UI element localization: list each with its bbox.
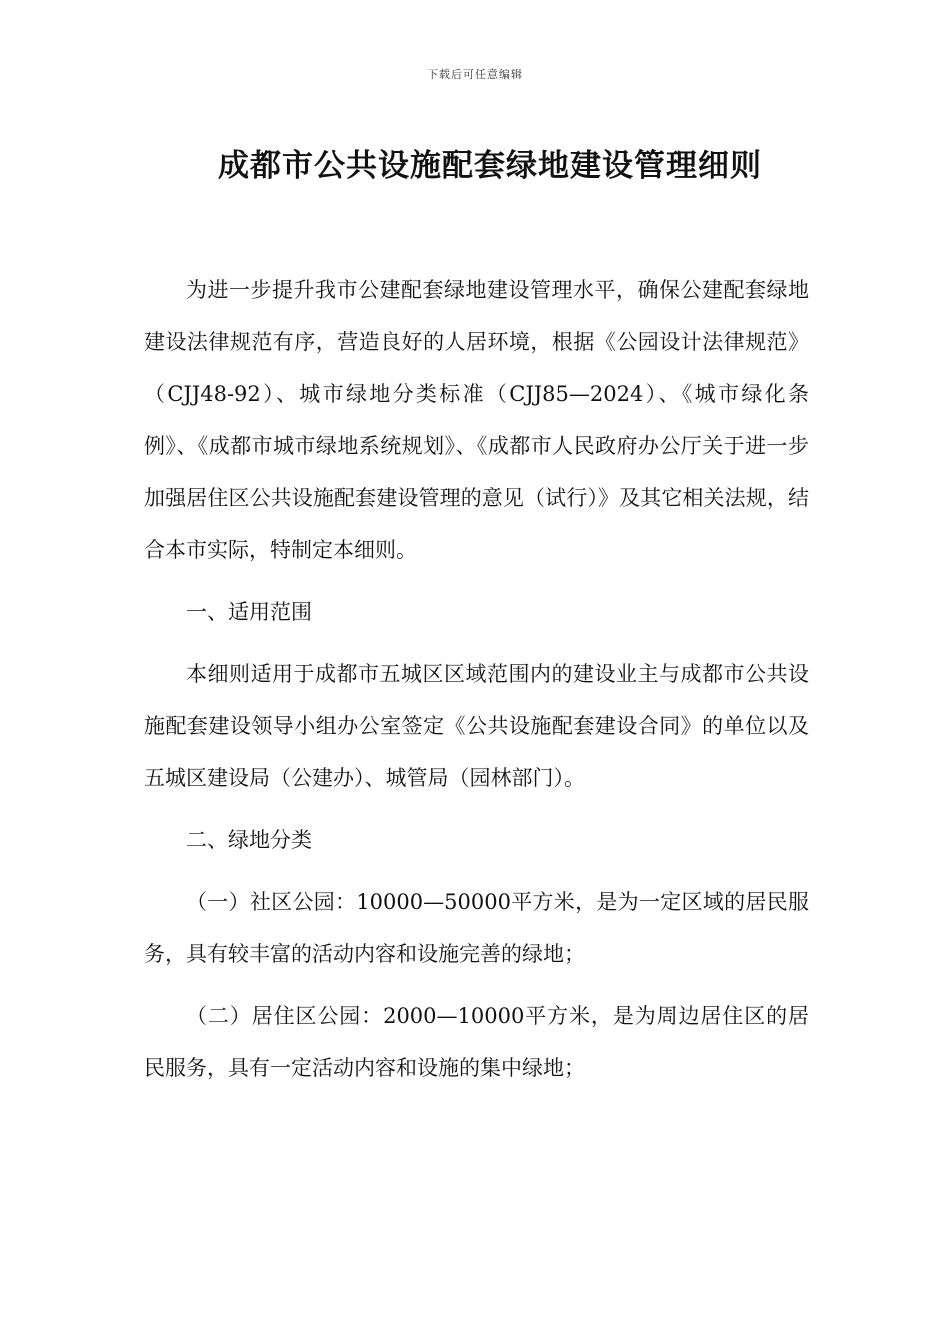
classification-item-community-park: （一）社区公园：10000—50000平方米，是为一定区域的居民服务，具有较丰富的活动内容和设施完善的绿地； [144, 890, 809, 966]
document-body [144, 264, 809, 1104]
scope-paragraph: 本细则适用于成都市五城区区域范围内的建设业主与成都市公共设施配套建设领导小组办公室签定《公共设施配套建设合同》的单位以及五城区建设局（公建办）、城管局（园林部门）。 [144, 662, 809, 790]
intro-paragraph: 为进一步提升我市公建配套绿地建设管理水平，确保公建配套绿地建设法律规范有序，营造良好的人居环境，根据《公园设计法律规范》（CJJ48-92）、城市绿地分类标准（CJJ85—2024）、《城市绿化条例》、《成都市城市绿地系统规划》、《成都市人民政府办公厅关于进一步加强居住区公共设施配套建设管理的意见（试行）》及其它相关法规，结合本市实际，特制定本细则。 [144, 278, 809, 562]
header-note: 下载后可任意编辑 [427, 68, 523, 81]
classification-item-residential-park: （二）居住区公园：2000—10000平方米，是为周边居住区的居民服务，具有一定活动内容和设施的集中绿地； [144, 1004, 809, 1080]
section-heading-scope: 一、适用范围 [186, 600, 312, 624]
document-title: 成都市公共设施配套绿地建设管理细则 [218, 148, 762, 184]
section-heading-classification: 二、绿地分类 [186, 828, 312, 852]
